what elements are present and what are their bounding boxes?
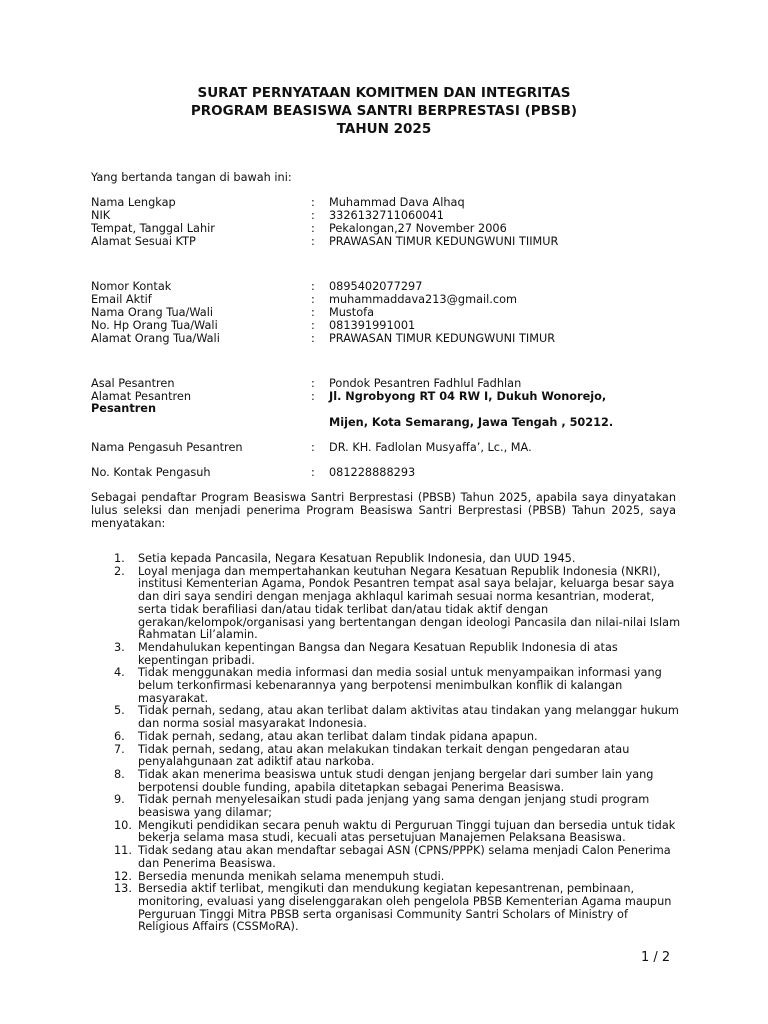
label-nama-lengkap: Nama Lengkap [91,196,176,209]
title-line-1: SURAT PERNYATAAN KOMITMEN DAN INTEGRITAS [197,85,571,101]
list-item-number: 1. [114,552,125,565]
list-item-number: 12. [114,869,132,883]
label-ttl: Tempat, Tanggal Lahir [91,222,215,235]
list-item [91,744,681,769]
list-item-text: Bersedia menunda menikah selama menempuh studi. [138,869,445,883]
title-line-3: TAHUN 2025 [336,121,432,137]
colon: : [311,441,315,454]
list-item-text: Bersedia aktif terlibat, mengikuti dan mendukung kegiatan kepesantrenan, pembinaan, monitoring, evaluasi yang diselenggarakan oleh pengelola PBSB Kementerian Agama maupun Perguruan Tinggi Mitra PBSB serta organisasi Community Santri Scholars of Ministry of Religious Affairs (CSSMoRA). [138,882,672,934]
label-alamat-ortu: Alamat Orang Tua/Wali [91,332,220,345]
list-item-text: Tidak pernah menyelesaikan studi pada jenjang yang sama dengan jenjang studi program beasiswa yang dilamar; [138,793,650,820]
colon: : [311,293,315,306]
value-hp-ortu: 081391991001 [329,319,416,332]
list-item [91,667,681,705]
value-nik: 3326132711060041 [329,209,444,222]
label-pengasuh: Nama Pengasuh Pesantren [91,441,243,454]
list-item-text: Mendahulukan kepentingan Bangsa dan Negara Kesatuan Republik Indonesia di atas kepentingan pribadi. [138,640,618,667]
value-alamat-ortu: PRAWASAN TIMUR KEDUNGWUNI TIMUR [329,332,556,345]
value-pengasuh: DR. KH. Fadlolan Musyaffa’, Lc., MA. [329,441,532,454]
list-item-text: Loyal menjaga dan mempertahankan keutuhan Negara Kesatuan Republik Indonesia (NKRI), institusi Kementerian Agama, Pondok Pesantren tempat asal saya belajar, keluarga besar saya dan diri saya sendiri dengan menjaga akhlaqul karimah sesuai norma kesantrian, moderat, serta tidak berafiliasi dan/atau tidak terlibat dan/atau tidak aktif dengan gerakan/kelompok/organisasi yang bertentangan dengan ideologi Pancasila dan nilai-nilai Islam Rahmatan Lil’alamin. [138,564,681,642]
list-item [91,845,681,870]
label-email: Email Aktif [91,293,152,306]
list-item-text: Tidak pernah, sedang, atau akan melakukan tindakan terkait dengan pengedaran atau penyalahgunaan zat adiktif atau narkoba. [138,742,630,769]
label-alamat-pesantren: Alamat Pesantren [91,390,192,403]
value-nomor-kontak: 0895402077297 [329,280,423,293]
page-number: 1 / 2 [641,950,671,965]
list-item-number: 13. [114,882,132,896]
label-alamat-ktp: Alamat Sesuai KTP [91,235,196,248]
value-alamat-pesantren-1: Jl. Ngrobyong RT 04 RW I, Dukuh Wonorejo, [329,390,607,403]
commitment-list [91,553,681,934]
list-item-text: Setia kepada Pancasila, Negara Kesatuan Republik Indonesia, dan UUD 1945. [138,552,576,565]
value-kontak-pengasuh: 081228888293 [329,466,416,479]
list-item-number: 9. [114,793,125,807]
value-alamat-ktp: PRAWASAN TIMUR KEDUNGWUNI TIIMUR [329,235,559,248]
label-asal-pesantren: Asal Pesantren [91,377,175,390]
colon: : [311,319,315,332]
intro-text: Yang bertanda tangan di bawah ini: [91,171,292,184]
list-item-text: Tidak menggunakan media informasi dan media sosial untuk menyampaikan informasi yang belum terkonfirmasi kebenarannya yang berpotensi menimbulkan konflik di kalangan masyarakat. [138,666,662,705]
label-kontak-pengasuh: No. Kontak Pengasuh [91,466,211,479]
label-alamat-pesantren-line2: Pesantren [91,402,157,415]
list-item-number: 5. [114,704,125,718]
list-item-text: Tidak pernah, sedang, atau akan terlibat dalam aktivitas atau tindakan yang melanggar hukum dan norma sosial masyarakat Indonesia. [138,704,679,731]
value-nama-lengkap: Muhammad Dava Alhaq [329,196,465,209]
list-item-number: 10. [114,818,132,832]
colon: : [311,280,315,293]
list-item-number: 7. [114,742,125,756]
colon: : [311,377,315,390]
label-hp-ortu: No. Hp Orang Tua/Wali [91,319,218,332]
list-item-text: Tidak akan menerima beasiswa untuk studi dengan jenjang bergelar dari sumber lain yang berpotensi double funding, apabila ditetapkan sebagai Penerima Beasiswa. [138,767,654,794]
colon: : [311,466,315,479]
colon: : [311,235,315,248]
label-nomor-kontak: Nomor Kontak [91,280,172,293]
colon: : [311,209,315,222]
colon: : [311,196,315,209]
list-item [91,705,681,730]
list-item [91,794,681,819]
value-alamat-pesantren-2: Mijen, Kota Semarang, Jawa Tengah , 50212. [329,416,614,429]
list-item-number: 2. [114,564,125,578]
list-item [91,769,681,794]
value-ttl: Pekalongan,27 November 2006 [329,222,507,235]
list-item-text: Mengikuti pendidikan secara penuh waktu di Perguruan Tinggi tujuan dan bersedia untuk tidak bekerja selama masa studi, kecuali atas persetujuan Manajemen Pelaksana Beasiswa. [138,818,676,845]
value-asal-pesantren: Pondok Pesantren Fadhlul Fadhlan [329,377,522,390]
list-item-number: 3. [114,640,125,654]
list-item-number: 11. [114,844,132,858]
list-item-number: 6. [114,729,125,743]
colon: : [311,222,315,235]
list-item [91,642,681,667]
list-item [91,883,681,934]
document-title [0,84,768,138]
colon: : [311,390,315,403]
statement-paragraph: Sebagai pendaftar Program Beasiswa Santri Berprestasi (PBSB) Tahun 2025, apabila saya dinyatakan lulus seleksi dan menjadi penerima Program Beasiswa Santri Berprestasi (PBSB) Tahun 2025, saya menyatakan: [91,491,676,530]
label-nik: NIK [91,209,111,222]
value-nama-ortu: Mustofa [329,306,375,319]
title-line-2: PROGRAM BEASISWA SANTRI BERPRESTASI (PBSB) [190,103,578,119]
list-item-number: 4. [114,666,125,680]
list-item [91,566,681,642]
value-email: muhammaddava213@gmail.com [329,293,518,306]
list-item [91,820,681,845]
colon: : [311,332,315,345]
list-item-text: Tidak sedang atau akan mendaftar sebagai ASN (CPNS/PPPK) selama menjadi Calon Penerima dan Penerima Beasiswa. [138,844,671,870]
label-nama-ortu: Nama Orang Tua/Wali [91,306,213,319]
list-item-text: Tidak pernah, sedang, atau akan terlibat dalam tindak pidana apapun. [138,729,538,743]
list-item-number: 8. [114,767,125,781]
colon: : [311,306,315,319]
